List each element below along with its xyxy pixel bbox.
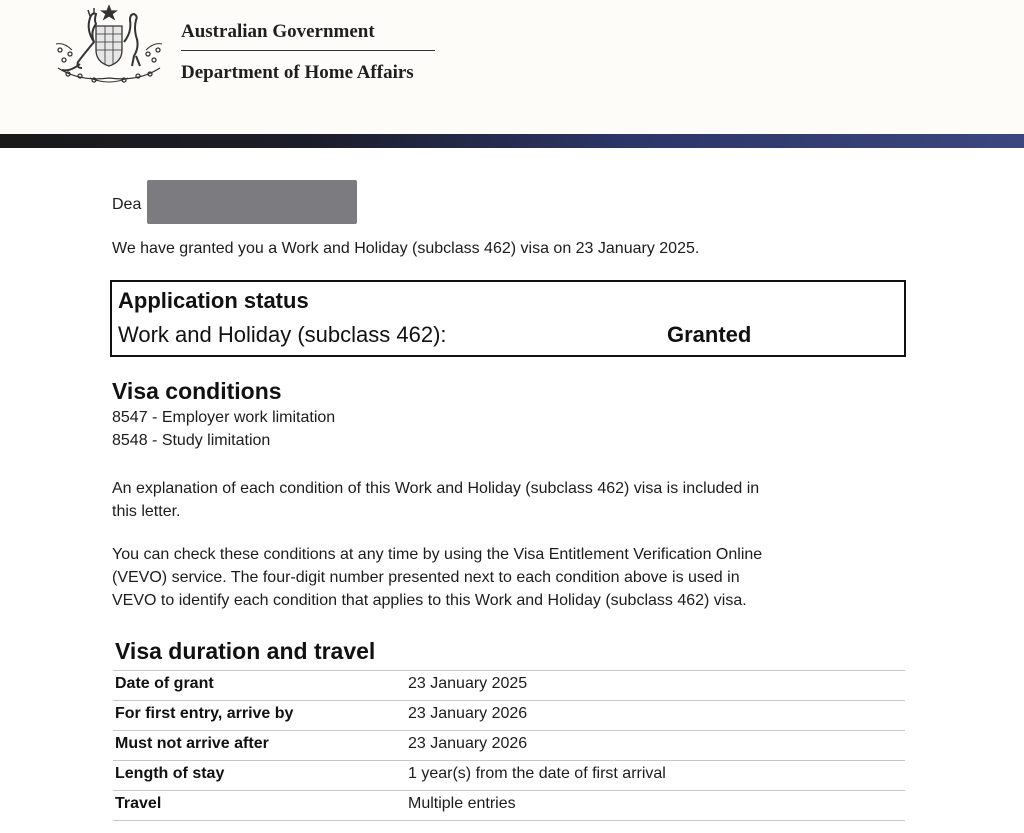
row-value: Multiple entries — [408, 795, 516, 812]
application-status-box — [110, 280, 906, 357]
vevo-paragraph-line: (VEVO) service. The four-digit number presented next to each condition above is used in — [112, 569, 740, 586]
table-row — [113, 730, 905, 760]
row-value: 23 January 2025 — [408, 675, 528, 692]
application-status-value: Granted — [667, 322, 752, 347]
letterhead — [0, 0, 1024, 134]
vevo-paragraph-line: VEVO to identify each condition that applies to this Work and Holiday (subclass 462) visa. — [112, 592, 747, 609]
visa-duration-heading: Visa duration and travel — [115, 638, 376, 664]
table-row — [113, 670, 905, 700]
conditions-explanation-line: this letter. — [112, 503, 181, 520]
visa-duration-table — [113, 670, 905, 821]
salutation: Dea — [112, 196, 142, 213]
row-value: 1 year(s) from the date of first arrival — [408, 765, 666, 782]
australian-coat-of-arms-icon — [50, 2, 168, 88]
department-name: Department of Home Affairs — [181, 62, 414, 83]
row-value: 23 January 2026 — [408, 705, 528, 722]
grant-sentence: We have granted you a Work and Holiday (subclass 462) visa on 23 January 2025. — [112, 240, 700, 257]
row-value: 23 January 2026 — [408, 735, 528, 752]
vevo-paragraph-line: You can check these conditions at any time by using the Visa Entitlement Verification Online — [112, 546, 763, 563]
letterhead-divider — [181, 50, 435, 51]
condition-item: 8547 - Employer work limitation — [112, 409, 336, 426]
government-name: Australian Government — [181, 21, 375, 42]
visa-conditions-heading: Visa conditions — [112, 378, 282, 404]
row-label: Travel — [115, 795, 162, 812]
row-label: Date of grant — [115, 675, 214, 692]
redacted-name — [147, 180, 357, 224]
row-label: Must not arrive after — [115, 735, 269, 752]
row-label: For first entry, arrive by — [115, 705, 294, 722]
application-status-label: Work and Holiday (subclass 462): — [118, 322, 447, 347]
application-status-heading: Application status — [118, 288, 309, 313]
table-row — [113, 760, 905, 790]
table-row — [113, 700, 905, 730]
condition-item: 8548 - Study limitation — [112, 432, 271, 449]
letterhead-bar — [0, 134, 1024, 148]
row-label: Length of stay — [115, 765, 225, 782]
conditions-explanation-line: An explanation of each condition of this Work and Holiday (subclass 462) visa is included in — [112, 480, 760, 497]
table-row — [113, 790, 905, 821]
